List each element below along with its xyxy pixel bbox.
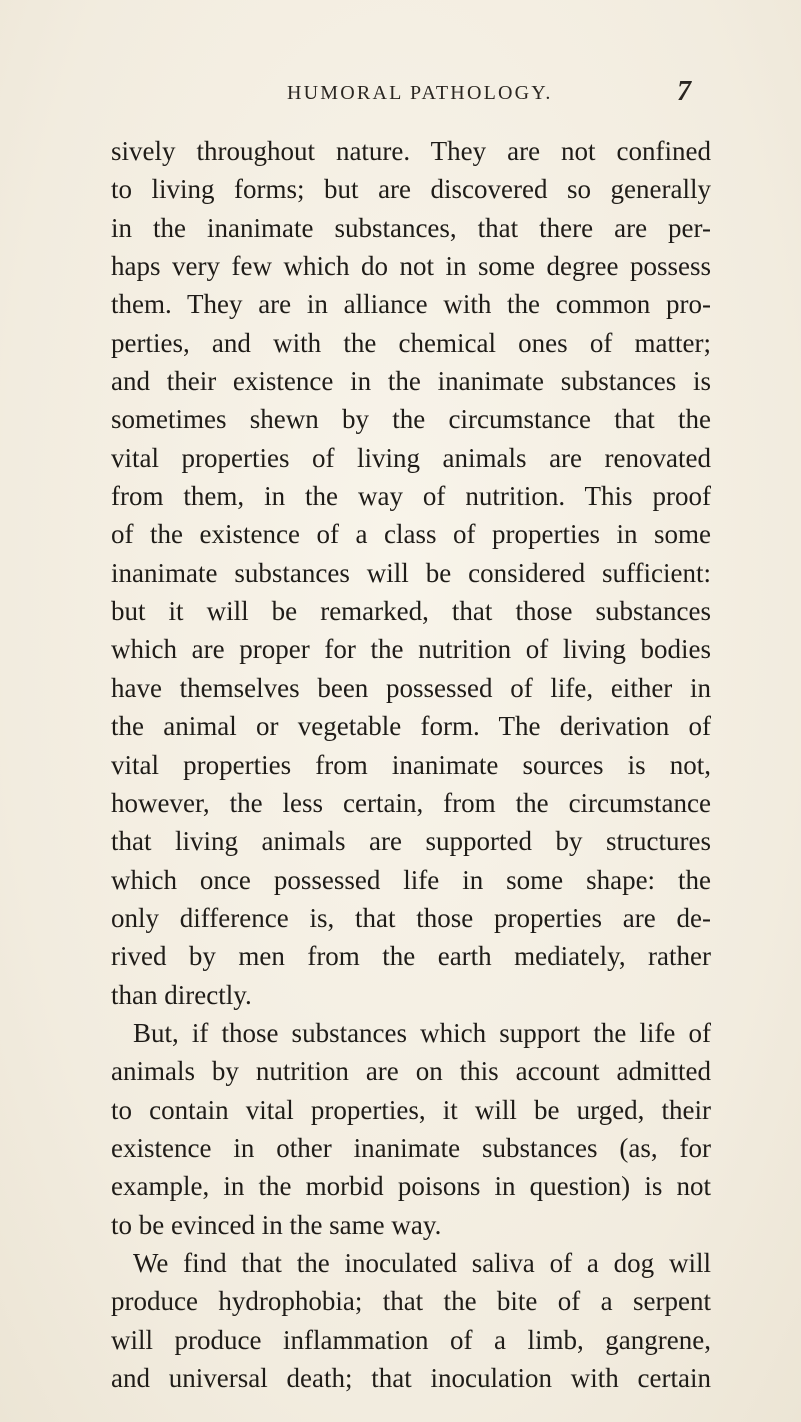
text-line: example, in the morbid poisons in question) is not: [111, 1171, 711, 1202]
text-line: the animal or vegetable form. The derivation of: [111, 711, 711, 742]
text-line: that living animals are supported by structures: [111, 826, 711, 857]
text-line: to contain vital properties, it will be urged, their: [111, 1094, 711, 1125]
text-line: We find that the inoculated saliva of a dog will: [133, 1247, 711, 1278]
text-line: but it will be remarked, that those substances: [111, 596, 711, 627]
text-line: and their existence in the inanimate substances is: [111, 366, 711, 397]
text-line: vital properties from inanimate sources is not,: [111, 749, 711, 780]
text-line: will produce inflammation of a limb, gangrene,: [111, 1324, 711, 1355]
text-line: sively throughout nature. They are not confined: [111, 136, 711, 166]
text-line: however, the less certain, from the circumstance: [111, 787, 711, 818]
text-line: of the existence of a class of properties in some: [111, 519, 711, 550]
body-text: [111, 132, 711, 1397]
text-line: to living forms; but are discovered so generally: [111, 174, 711, 205]
text-line: only difference is, that those properties are de-: [111, 902, 711, 933]
text-line: rived by men from the earth mediately, rather: [111, 941, 711, 972]
text-line: which once possessed life in some shape: the: [111, 864, 711, 895]
text-line: to be evinced in the same way.: [111, 1209, 442, 1240]
text-line: perties, and with the chemical ones of matter;: [111, 327, 711, 358]
text-line: produce hydrophobia; that the bite of a serpent: [111, 1286, 711, 1317]
running-head: [287, 76, 707, 110]
running-head-title: HUMORAL PATHOLOGY.: [287, 82, 553, 104]
text-line: inanimate substances will be considered sufficient:: [111, 557, 711, 588]
text-line: which are proper for the nutrition of living bodies: [111, 634, 711, 665]
text-line: animals by nutrition are on this account admitted: [111, 1056, 711, 1087]
text-line: sometimes shewn by the circumstance that the: [111, 404, 711, 435]
text-line: haps very few which do not in some degree possess: [111, 251, 711, 282]
page-number: 7: [677, 76, 691, 107]
text-line: them. They are in alliance with the common pro-: [111, 289, 711, 320]
text-line: and universal death; that inoculation with certain: [111, 1363, 711, 1393]
text-line: But, if those substances which support the life of: [133, 1017, 711, 1048]
text-line: vital properties of living animals are renovated: [111, 442, 711, 473]
text-line: than directly.: [111, 979, 252, 1010]
text-line: in the inanimate substances, that there are per-: [111, 212, 711, 243]
text-line: existence in other inanimate substances (as, for: [111, 1132, 711, 1163]
text-line: have themselves been possessed of life, either in: [111, 672, 711, 703]
text-line: from them, in the way of nutrition. This proof: [111, 481, 711, 512]
